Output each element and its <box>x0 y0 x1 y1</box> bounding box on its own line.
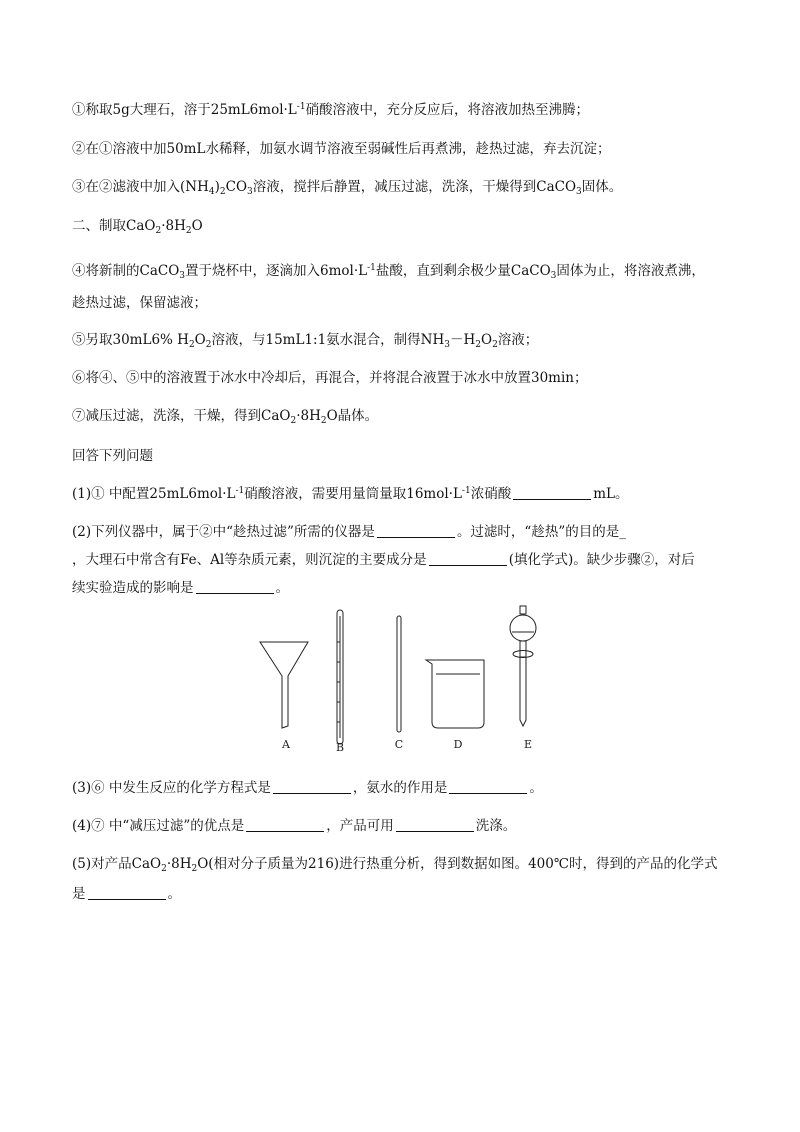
step-4: ④将新制的CaCO$_3$置于烧杯中，逐滴加入$6mol\cdot L^{-1}$盐酸，直到剩余极少量CaCO$_3$固体为止，将溶液煮沸， <box>72 263 705 281</box>
question-2-line-3: 续实验造成的影响是 。 <box>72 580 289 596</box>
apparatus-label-d: D <box>453 738 463 751</box>
funnel-a <box>260 642 308 728</box>
answer-blank-q2-precipitate[interactable] <box>429 551 507 566</box>
step-1: ①称取5g大理石，溶于$25mL6mol\cdot L^{-1}$硝酸溶液中，充分反应后，将溶液加热至沸腾； <box>72 102 590 118</box>
apparatus-label-e: E <box>523 738 533 751</box>
step-4-continued: 趁热过滤，保留滤液； <box>72 295 207 311</box>
answer-blank-q4-advantage[interactable] <box>246 817 324 832</box>
answer-blank-q2-effect[interactable] <box>196 579 274 594</box>
question-4: (4)⑦ 中“减压过滤”的优点是 ，产品可用 洗涤。 <box>72 818 517 834</box>
question-3: (3)⑥ 中发生反应的化学方程式是 ，氨水的作用是 。 <box>72 780 543 796</box>
answer-blank-q3-equation[interactable] <box>273 779 351 794</box>
answer-blank-q3-ammonia-role[interactable] <box>449 779 527 794</box>
beaker-d <box>426 660 484 728</box>
apparatus-label-b: B <box>335 741 345 754</box>
section-2-title: 二、制取$CaO_2\cdot 8H_2O$ <box>72 218 203 236</box>
step-5: ⑤另取30mL6% $H_2O_2$溶液，与15mL1:1氨水混合，制得$NH_3-H_2O_2$溶液； <box>72 332 539 350</box>
thermometer-b <box>337 610 343 744</box>
step-7: ⑦减压过滤，洗涤，干燥，得到$CaO_2\cdot 8H_2O$晶体。 <box>72 408 379 426</box>
question-2: (2)下列仪器中，属于②中“趁热过滤”所需的仪器是 。过滤时，“趁热”的目的是_ <box>72 524 626 540</box>
answer-blank-q2-instrument[interactable] <box>377 523 455 538</box>
apparatus-figure <box>240 602 570 762</box>
answer-blank-q4-wash[interactable] <box>396 817 474 832</box>
step-3: ③在②滤液中加入$(NH_4)_2CO_3$溶液，搅拌后静置，减压过滤，洗涤，干燥得到CaCO$_3$固体。 <box>72 179 623 197</box>
apparatus-label-a: A <box>282 738 290 751</box>
step-2: ②在①溶液中加50mL水稀释，加氨水调节溶液至弱碱性后再煮沸，趁热过滤，弃去沉淀； <box>72 141 611 157</box>
apparatus-label-c: C <box>394 738 404 751</box>
question-5-line-2: 是 。 <box>72 886 181 902</box>
step-6: ⑥将④、⑤中的溶液置于冰水中冷却后，再混合，并将混合液置于冰水中放置30min； <box>72 370 588 386</box>
question-1: (1)① 中配置$25mL6mol\cdot L^{-1}$硝酸溶液，需要用量筒量取$16mol\cdot L^{-1}$浓硝酸 mL。 <box>72 486 629 502</box>
answer-blank-q1[interactable] <box>513 485 591 500</box>
question-2-line-2: ，大理石中常含有Fe、Al等杂质元素，则沉淀的主要成分是 (填化学式)。缺少步骤②，对后 <box>72 552 695 568</box>
glass-rod-c <box>397 616 401 732</box>
questions-intro: 回答下列问题 <box>72 448 153 464</box>
separatory-funnel-e <box>510 606 536 726</box>
answer-blank-q5-formula[interactable] <box>88 885 166 900</box>
question-5: (5)对产品$CaO_2\cdot 8H_2O$(相对分子质量为216)进行热重分析，得到数据如图。400℃时，得到的产品的化学式 <box>72 856 718 874</box>
